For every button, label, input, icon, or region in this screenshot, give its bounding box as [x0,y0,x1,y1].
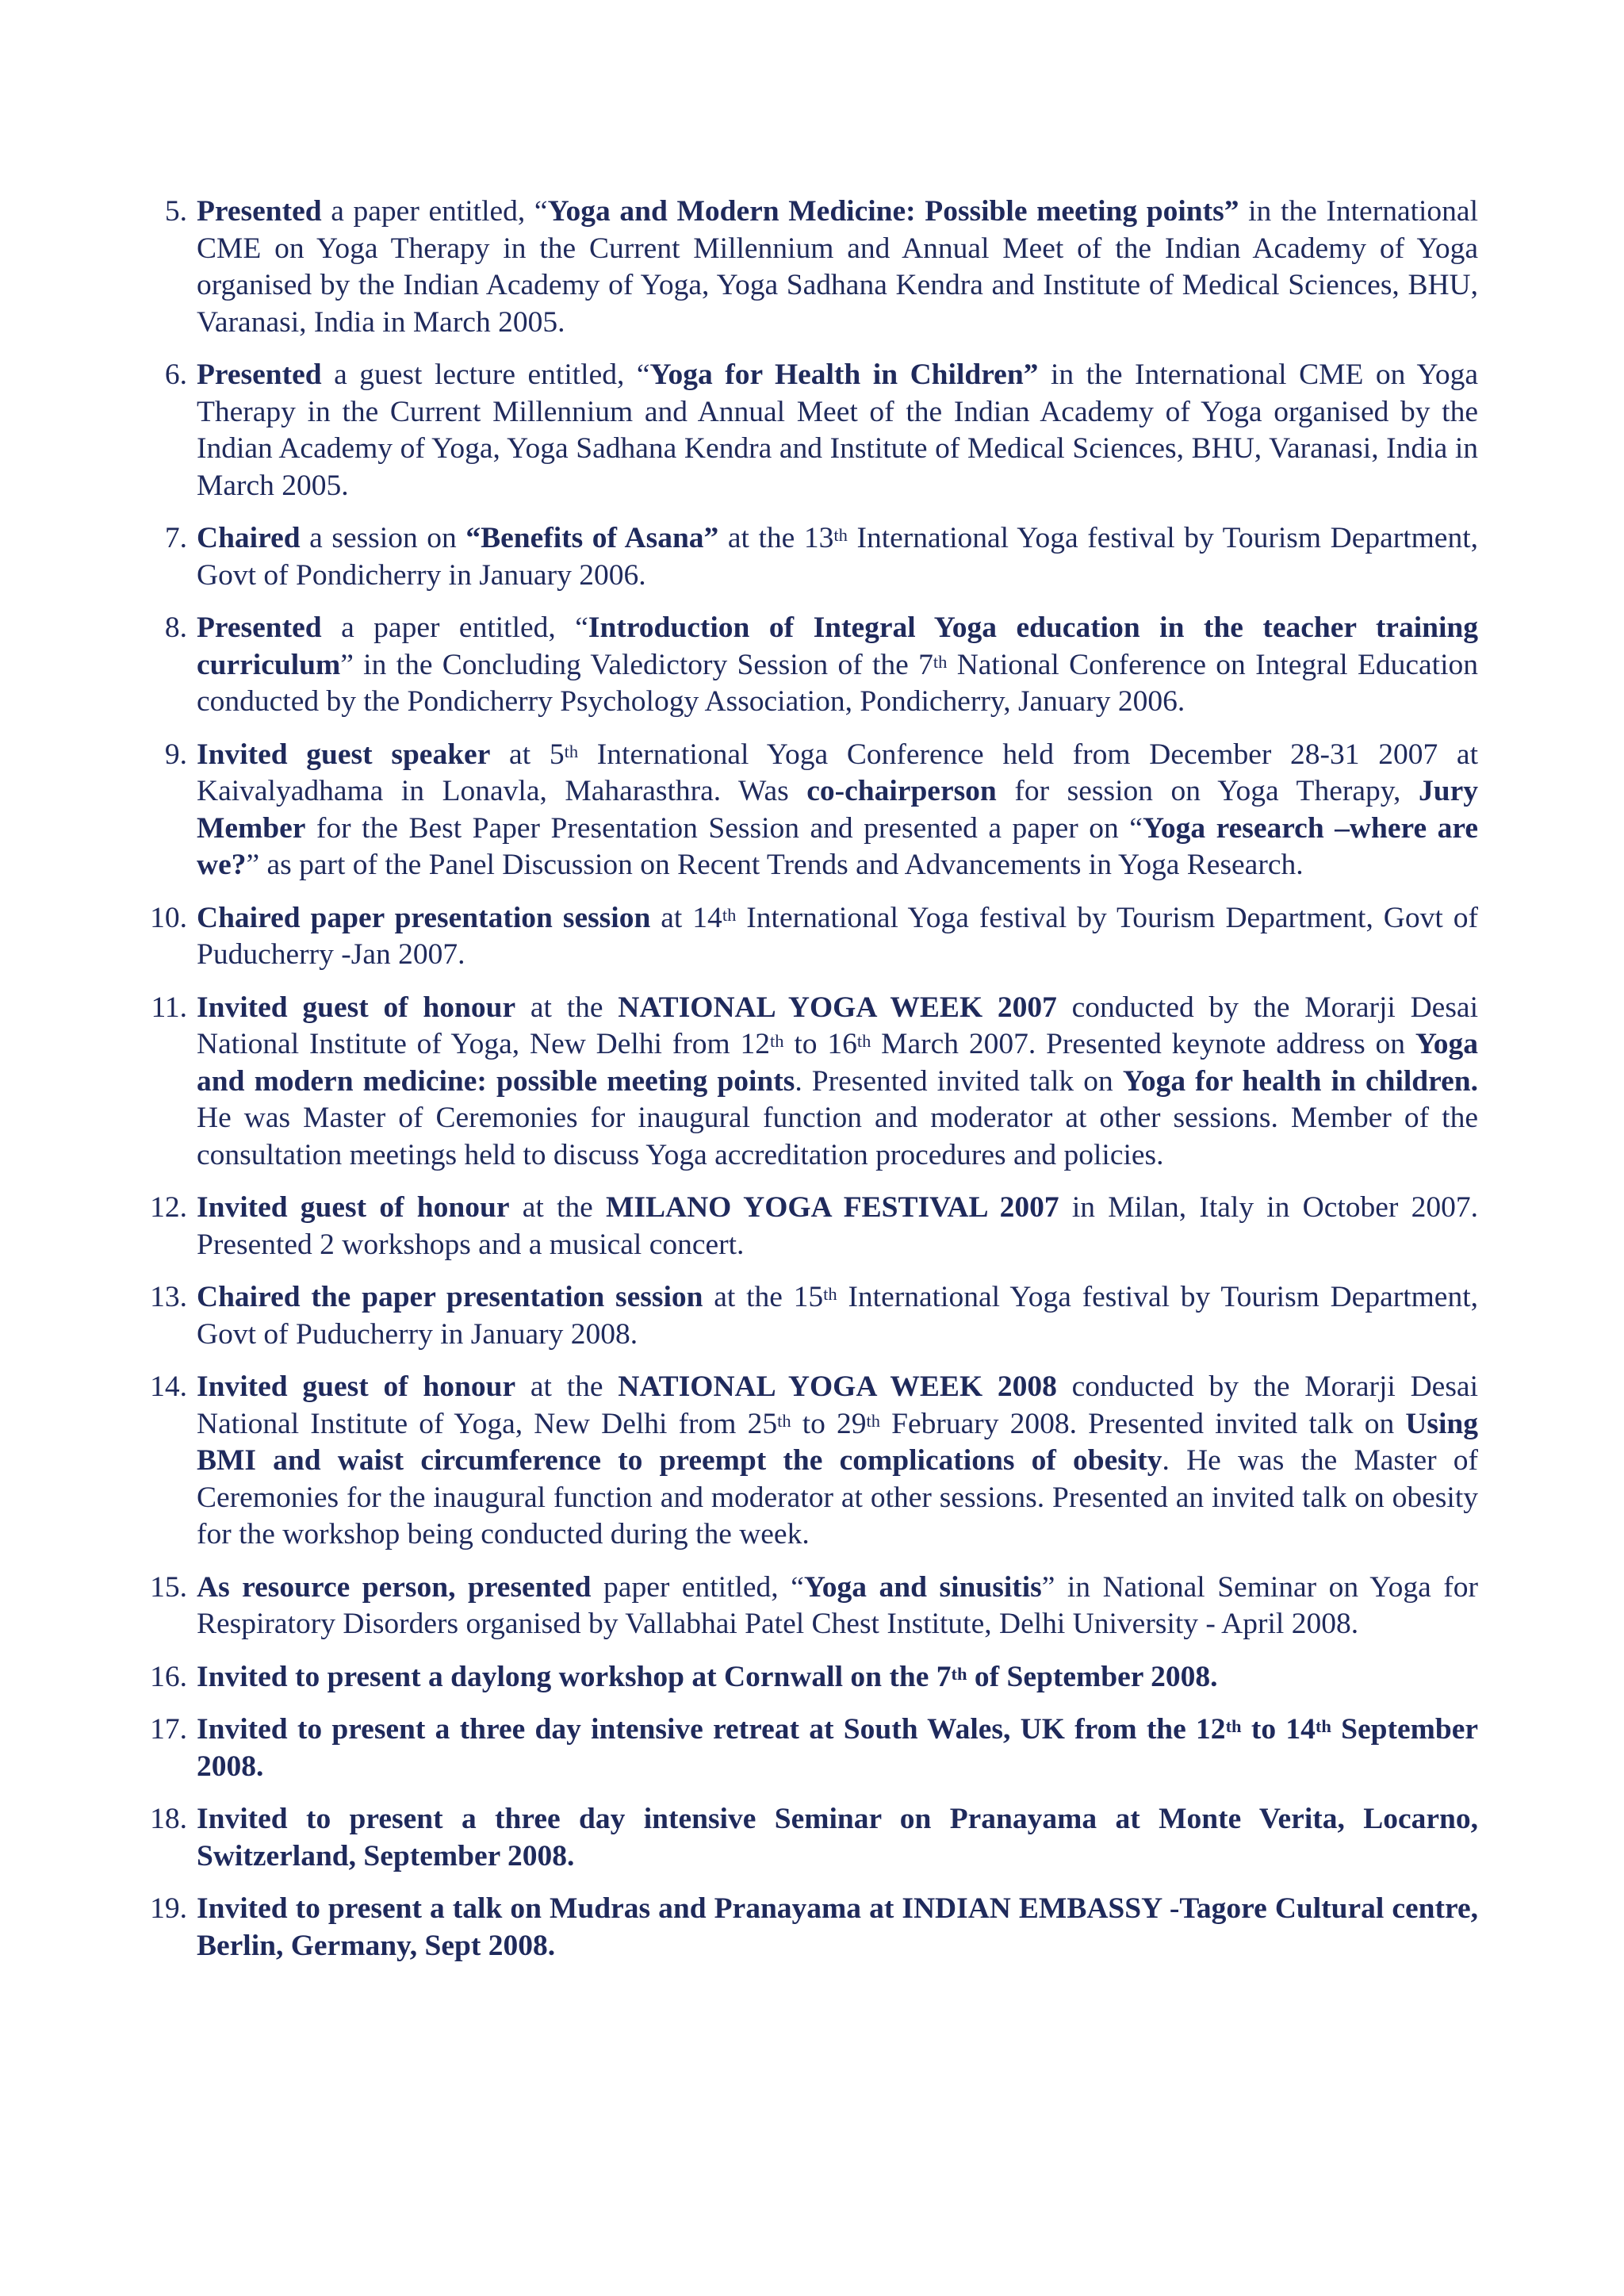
superscript: th [833,525,848,546]
list-item-text [197,1713,1478,1783]
text-run: a session on [300,522,466,554]
text-run: in the International CME on Yoga Therapy in the Current Millennium and Annual Meet of the Indian Academy of Yoga organised by the Indian Academy of Yoga, Yoga Sadhana Kendra and Institute of Medical Sciences, BHU, Varanasi, India in March 2005. [197,195,1478,339]
text-run: ” in the Concluding Valedictory Session of the 7 [340,648,933,681]
bold-text: Presented [197,358,322,391]
text-run: to 29 [791,1407,867,1440]
list-item-number: 19. [150,1892,187,1925]
text-run: a paper entitled, “ [321,611,588,644]
list-item-text [197,1281,1478,1351]
superscript: th [933,651,948,672]
text-run: at the 13 [718,522,834,554]
list-item [143,1659,1478,1696]
text-run: in Milan, Italy in October 2007. Presented 2 workshops and a musical concert. [197,1191,1478,1261]
list-item-text [197,1892,1478,1962]
superscript: th [777,1410,791,1431]
list-item-number: 10. [150,901,187,934]
bold-text: Yoga for health in children. [1122,1064,1479,1098]
bold-text: Presented [197,611,322,644]
text-run: at 5 [490,738,565,771]
bold-text: September 2008. [197,1713,1478,1783]
list-item-number: 15. [150,1570,187,1604]
list-item-number: 18. [150,1803,187,1835]
text-run: conducted by the Morarji Desai National Institute of Yoga, New Delhi from 12 [197,991,1478,1060]
list-item-number: 6. [164,358,187,391]
list-item [143,357,1478,504]
list-item [143,1369,1478,1554]
text-run: International Yoga festival by Tourism Department, Govt of Puducherry -Jan 2007. [197,901,1478,971]
text-run: a paper entitled, “ [321,195,548,228]
list-item-number: 7. [164,522,187,554]
bold-text: “Benefits of Asana” [465,522,719,554]
list-item-text [197,1571,1478,1641]
bold-text: Introduction of Integral Yoga education in the teacher training curriculum [197,611,1479,681]
text-run: . Presented invited talk on [795,1064,1123,1098]
text-run: for the Best Paper Presentation Session and presented a paper on “ [305,811,1143,845]
list-item [143,1711,1478,1785]
bold-text: to 14 [1241,1713,1316,1746]
text-run: paper entitled, “ [591,1570,804,1604]
text-run: International Yoga festival by Tourism Department, Govt of Pondicherry in January 2006. [197,522,1478,592]
list-item-text [197,1370,1478,1550]
list-item-number: 8. [164,611,187,644]
list-item-number: 17. [150,1713,187,1746]
bold-text: Chaired paper presentation session [197,901,651,934]
superscript: th [951,1663,967,1684]
list-item-text [197,991,1478,1171]
text-run: conducted by the Morarji Desai National Institute of Yoga, New Delhi from 25 [197,1370,1478,1440]
bold-text: MILANO YOGA FESTIVAL 2007 [605,1191,1059,1224]
text-run: March 2007. Presented keynote address on [871,1028,1415,1060]
bold-text: Using BMI and waist circumference to preempt the complications of obesity [197,1407,1479,1477]
list-item-text [197,1661,1217,1693]
bold-text: Invited guest of honour [197,1370,516,1403]
text-run: a guest lecture entitled, “ [321,358,650,391]
list-item-text [197,902,1478,972]
list-item-text [197,611,1478,718]
text-run: International Yoga festival by Tourism Department, Govt of Puducherry in January 2008. [197,1281,1478,1351]
text-run: He was Master of Ceremonies for inaugural function and moderator at other sessions. Member of the consultation meetings held to discuss Yoga accreditation procedures and policies. [197,1102,1478,1171]
bold-text: Chaired [197,522,301,554]
bold-text: of September 2008. [967,1660,1218,1693]
bold-text: Presented [197,195,322,228]
bold-text: Yoga and modern medicine: possible meeting points [197,1028,1479,1098]
text-run: in the International CME on Yoga Therapy in the Current Millennium and Annual Meet of the Indian Academy of Yoga organised by the Indian Academy of Yoga, Yoga Sadhana Kendra and Institute of Medical Sciences, BHU, Varanasi, India in March 2005. [197,358,1478,502]
bold-text: Chaired the paper presentation session [197,1281,703,1313]
bold-text: Invited guest speaker [197,738,491,771]
text-run: ” as part of the Panel Discussion on Recent Trends and Advancements in Yoga Research. [246,849,1304,881]
list-item [143,1891,1478,1964]
list-item-text [197,738,1478,882]
list-item [143,1279,1478,1353]
list-item-number: 16. [150,1660,187,1693]
bold-text: Invited to present a talk on Mudras and Pranayama at INDIAN EMBASSY -Tagore Cultural centre, Berlin, Germany, Sept 2008. [197,1892,1478,1962]
list-item-number: 9. [164,738,187,771]
bold-text: NATIONAL YOGA WEEK 2008 [618,1370,1057,1403]
superscript: th [823,1284,837,1305]
text-run: at the [515,1370,619,1403]
bold-text: Yoga and sinusitis [803,1570,1042,1604]
text-run: International Yoga Conference held from December 28-31 2007 at Kaivalyadhama in Lonavla, Maharasthra. Was [197,738,1478,807]
text-run: at the [509,1191,606,1224]
bold-text: Yoga for Health in Children” [649,358,1039,391]
superscript: th [1225,1716,1242,1737]
list-item-number: 13. [150,1281,187,1313]
bold-text: Invited guest of honour [197,991,516,1024]
superscript: th [564,741,579,761]
list-item [143,1801,1478,1875]
list-item-number: 14. [150,1370,187,1403]
bold-text: Invited to present a daylong workshop at Cornwall on the 7 [197,1660,952,1693]
superscript: th [856,1031,871,1052]
bold-text: Invited guest of honour [197,1191,510,1224]
list-item-text [197,1803,1478,1872]
bold-text: Jury Member [197,775,1478,845]
superscript: th [866,1410,881,1431]
list-item-text [197,195,1478,339]
list-item-text [197,522,1478,592]
bold-text: NATIONAL YOGA WEEK 2007 [618,991,1057,1024]
achievements-list [143,194,1478,1980]
list-item-number: 11. [151,991,187,1024]
list-item [143,900,1478,974]
text-run: National Conference on Integral Education conducted by the Pondicherry Psychology Association, Pondicherry, January 2006. [197,648,1479,718]
text-run: . He was the Master of Ceremonies for the inaugural function and moderator at other sessions. Presented an invited talk on obesity for the workshop being conducted during the week. [197,1444,1478,1550]
list-item [143,520,1478,594]
text-run: at 14 [650,901,722,934]
bold-text: Yoga research –where are we? [197,811,1478,881]
list-item [143,1190,1478,1263]
bold-text: Yoga and Modern Medicine: Possible meeting points” [547,195,1239,228]
list-item-number: 12. [150,1191,187,1224]
list-item-text [197,1191,1478,1261]
text-run: to 16 [783,1028,857,1060]
text-run: at the 15 [703,1281,824,1313]
bold-text: As resource person, presented [197,1570,592,1604]
text-run: for session on Yoga Therapy, [996,775,1419,807]
bold-text: co-chairperson [806,775,997,807]
bold-text: Invited to present a three day intensive retreat at South Wales, UK from the 12 [197,1713,1226,1746]
text-run: ” in National Seminar on Yoga for Respiratory Disorders organised by Vallabhai Patel Chest Institute, Delhi University - April 2008. [197,1570,1479,1640]
superscript: th [770,1031,784,1052]
superscript: th [1315,1716,1331,1737]
superscript: th [722,904,737,925]
list-item [143,610,1478,721]
list-item [143,737,1478,884]
list-item-text [197,358,1478,502]
text-run: at the [515,991,619,1024]
list-item [143,194,1478,341]
list-item [143,990,1478,1175]
list-item [143,1570,1478,1643]
list-item-number: 5. [164,195,187,228]
text-run: February 2008. Presented invited talk on [880,1407,1406,1440]
bold-text: Invited to present a three day intensive Seminar on Pranayama at Monte Verita, Locarno, Switzerland, September 2008. [197,1803,1478,1872]
